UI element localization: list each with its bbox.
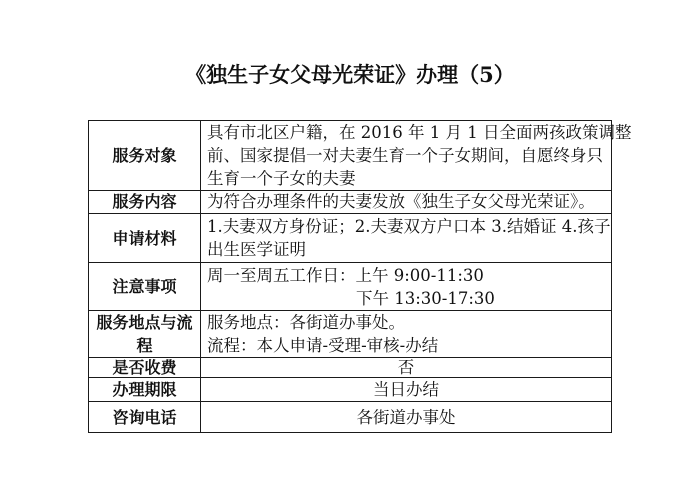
row-content	[201, 191, 611, 213]
table-row-location-process	[89, 311, 611, 358]
content-line: 服务地点：各街道办事处。	[207, 313, 405, 332]
row-label	[89, 402, 201, 432]
content-line: 周一至周五工作日：上午 9:00-11:30	[207, 265, 484, 285]
row-label-text: 是否收费	[112, 358, 177, 377]
row-content	[201, 358, 611, 377]
content-line: 否	[397, 358, 415, 377]
row-content	[201, 311, 611, 357]
content-line: 生育一个子女的夫妻	[207, 169, 356, 188]
row-label	[89, 311, 201, 357]
content-line: 具有市北区户籍，在 2016 年 1 月 1 日全面两孩政策调整	[207, 123, 632, 142]
row-label	[89, 263, 201, 310]
page-title: 《独生子女父母光荣证》办理（5）	[185, 62, 515, 87]
table-row-fee	[89, 358, 611, 378]
content-line: 当日办结	[373, 380, 439, 399]
row-content	[201, 378, 611, 401]
row-content	[201, 121, 635, 190]
content-line: 1.夫妻双方身份证；2.夫妻双方户口本 3.结婚证 4.孩子	[207, 217, 611, 236]
table-row-processing-time	[89, 378, 611, 402]
content-line: 流程：本人申请-受理-审核-办结	[207, 336, 439, 355]
content-line: 前、国家提倡一对夫妻生育一个子女期间，自愿终身只	[207, 146, 603, 165]
content-line: 为符合办理条件的夫妻发放《独生子女父母光荣证》。	[207, 192, 595, 211]
content-line: 下午 13:30-17:30	[356, 288, 495, 308]
row-label	[89, 121, 201, 190]
table-row-service-content	[89, 191, 611, 214]
service-table	[88, 120, 632, 433]
table-row-service-target	[89, 121, 632, 191]
content-line: 出生医学证明	[207, 240, 306, 259]
row-content	[201, 402, 611, 432]
row-label	[89, 214, 201, 262]
row-label-text: 注意事项	[112, 277, 177, 296]
table-row-application-materials	[89, 214, 611, 263]
row-label-text: 申请材料	[112, 228, 177, 248]
row-label	[89, 191, 201, 213]
row-content	[201, 263, 611, 310]
row-label	[89, 378, 201, 401]
row-label-text: 服务内容	[112, 192, 177, 211]
row-label-text: 服务对象	[112, 146, 177, 165]
table-row-notes	[89, 263, 611, 311]
row-label-text: 程	[136, 336, 153, 355]
row-content	[201, 214, 614, 262]
table-row-consult-phone	[89, 402, 611, 432]
row-label	[89, 358, 201, 377]
row-label-text: 咨询电话	[112, 407, 177, 427]
row-label-text: 服务地点与流	[96, 313, 193, 332]
content-line: 各街道办事处	[356, 407, 456, 427]
row-label-text: 办理期限	[112, 380, 177, 399]
